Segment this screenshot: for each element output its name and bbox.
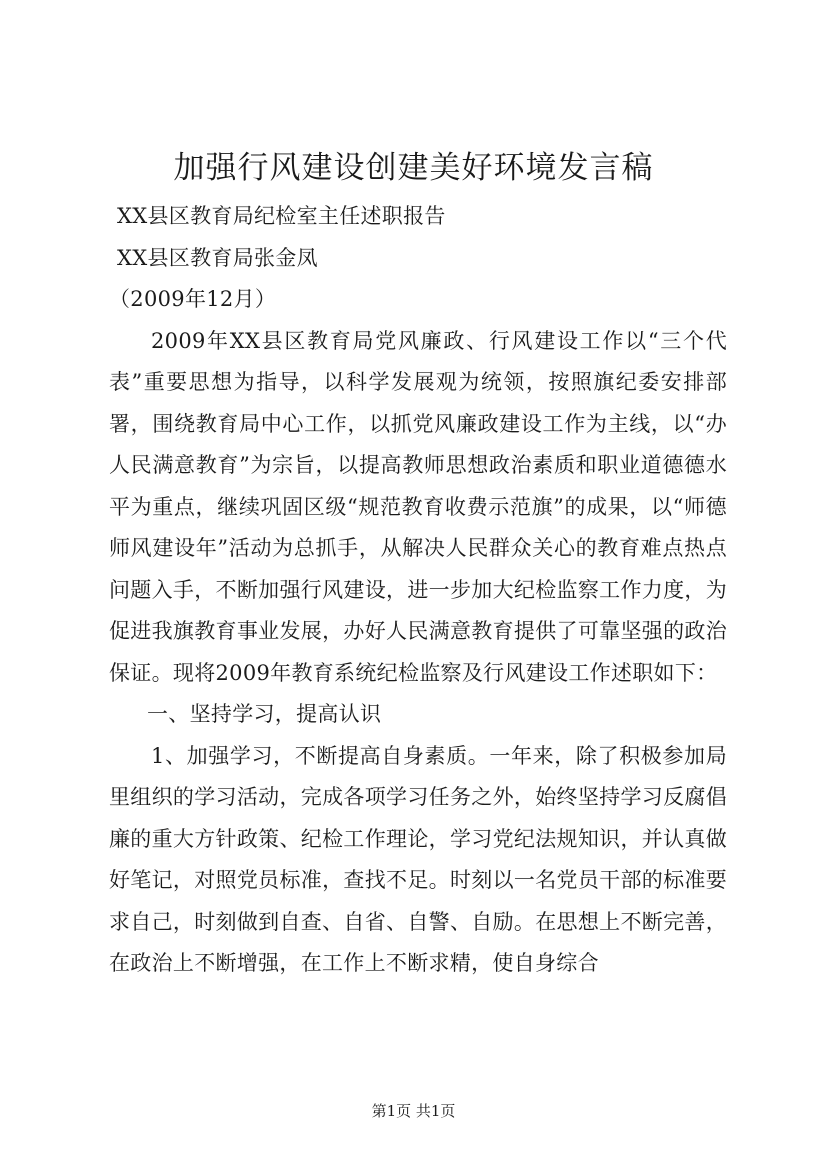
report-date: （2009年12月） (109, 287, 277, 311)
report-author: XX县区教育局张金凤 (117, 245, 318, 270)
section-heading: 一、坚持学习，提高认识 (147, 702, 382, 726)
document-body (109, 196, 727, 985)
document-title: 加强行风建设创建美好环境发言稿 (173, 150, 654, 186)
body-paragraph-2: 1、加强学习，不断提高自身素质。一年来，除了积极参加局里组织的学习活动，完成各项学习任务之外，始终坚持学习反腐倡廉的重大方针政策、纪检工作理论，学习党纪法规知识，并认真做好笔记，对照党员标准，查找不足。时刻以一名党员干部的标准要求自己，时刻做到自查、自省、自警、自励。在思想上不断完善，在政治上不断增强，在工作上不断求精，使自身综合 (109, 743, 727, 975)
page-footer: 第1页 共1页 (371, 1102, 456, 1120)
report-subtitle: XX县区教育局纪检室主任述职报告 (117, 204, 446, 228)
body-paragraph-1: 2009年XX县区教育局党风廉政、行风建设工作以“三个代表”重要思想为指导，以科学发展观为统领，按照旗纪委安排部署，围绕教育局中心工作，以抓党风廉政建设工作为主线，以“办人民满意教育”为宗旨，以提高教师思想政治素质和职业道德德水平为重点，继续巩固区级“规范教育收费示范旗”的成果，以“师德师风建设年”活动为总抓手，从解决人民群众关心的教育难点热点问题入手，不断加强行风建设，进一步加大纪检监察工作力度，为促进我旗教育事业发展，办好人民满意教育提供了可靠坚强的政治保证。现将2009年教育系统纪检监察及行风建设工作述职如下： (109, 328, 727, 685)
